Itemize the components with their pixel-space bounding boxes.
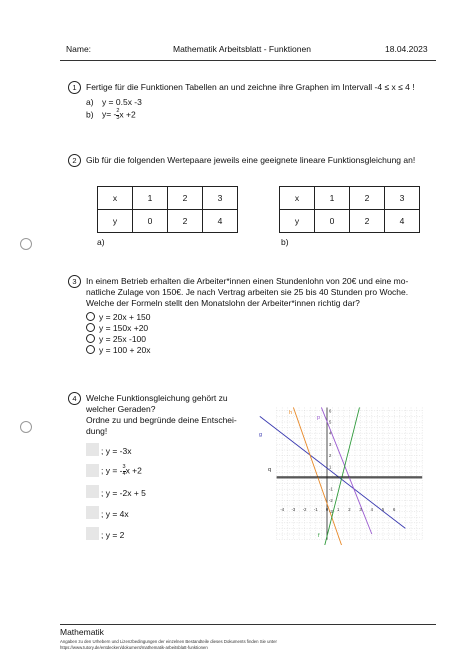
q4-number: 4 — [68, 392, 81, 405]
option-label: y = 20x + 150 — [99, 312, 151, 322]
value-table-b — [279, 186, 420, 233]
label-g: g — [259, 432, 263, 438]
x-tick-label: -4 — [280, 507, 285, 512]
label-h: h — [289, 410, 293, 416]
table-cell: 2 — [350, 210, 385, 233]
table-b-label: b) — [281, 237, 289, 247]
table-cell: 1 — [315, 187, 350, 210]
label-p: p — [317, 415, 321, 421]
q3-option-4[interactable] — [86, 345, 151, 355]
q1-b-den: 3 — [116, 114, 120, 121]
date: 18.04.2023 — [385, 44, 428, 54]
table-cell: 0 — [133, 210, 168, 233]
q1-b — [86, 109, 136, 121]
x-tick-label: -2 — [302, 507, 307, 512]
x-tick-label: 6 — [393, 507, 396, 512]
footer-license: Angaben zu den Urhebern und Lizenzbedingungen der einzelnen Bestandteile dieses Dokuments finden Sie unter — [60, 639, 277, 644]
value-table-a — [97, 186, 238, 233]
answer-2-den: 4 — [122, 470, 126, 477]
header-rule — [60, 60, 436, 61]
x-tick-label: 2 — [348, 507, 351, 512]
table-cell: 4 — [385, 210, 420, 233]
y-tick-label: 1 — [329, 464, 332, 470]
answer-2-post: x +2 — [125, 465, 142, 476]
answer-2-num: 3 — [122, 464, 126, 470]
q1-b-pre: y= - — [101, 109, 117, 120]
x-tick-label: 4 — [370, 507, 373, 512]
table-a-label: a) — [97, 237, 105, 247]
page-title: Mathematik Arbeitsblatt - Funktionen — [173, 44, 311, 54]
q2-text: Gib für die folgenden Wertepaare jeweils eine geeignete lineare Funktionsgleichung an! — [86, 155, 416, 165]
q1-a — [86, 97, 142, 109]
y-tick-label: 3 — [329, 441, 332, 447]
graph-axes — [277, 407, 423, 539]
label-q: q — [268, 467, 272, 473]
q3-option-3[interactable] — [86, 334, 146, 344]
answer-box-5[interactable] — [86, 527, 99, 540]
x-tick-label: 5 — [381, 507, 385, 512]
q1-b-num: 2 — [116, 108, 120, 114]
line-h — [293, 407, 341, 545]
q4-line-2: welcher Geraden? — [86, 404, 156, 414]
q3-line-2: natliche Zulage von 150€. Je nach Vertrag arbeiten sie 25 bis 40 Stunden pro Woche. — [86, 287, 409, 297]
table-a-y-label: y — [98, 210, 133, 233]
radio-circle[interactable] — [86, 345, 95, 354]
y-tick-label: 2 — [329, 453, 332, 459]
radio-circle[interactable] — [86, 312, 95, 321]
answer-2 — [101, 465, 142, 477]
y-tick-label: -1 — [329, 486, 333, 492]
footer-rule — [60, 624, 436, 625]
q4-line-4: dung! — [86, 426, 108, 436]
y-tick-label: 4 — [329, 430, 332, 436]
table-cell: 2 — [168, 210, 203, 233]
answer-4: ; y = 4x — [101, 509, 129, 519]
x-tick-label: -3 — [291, 507, 296, 512]
q4-line-3: Ordne zu und begründe deine Entschei- — [86, 415, 237, 425]
q3-line-1: In einem Betrieb erhalten die Arbeiter*innen einen Stundenlohn von 20€ und eine mo- — [86, 276, 409, 286]
q3-number: 3 — [68, 275, 81, 288]
table-b-y-label: y — [280, 210, 315, 233]
q3-line-3: Welche der Formeln stellt den Monatslohn der Arbeiter*innen richtig dar? — [86, 298, 360, 308]
punch-hole-bottom — [20, 421, 32, 433]
q1-b-label: b) — [86, 109, 94, 120]
answer-box-1[interactable] — [86, 443, 99, 456]
graph-line-labels — [259, 410, 320, 539]
table-cell: 2 — [350, 187, 385, 210]
table-cell: 4 — [203, 210, 238, 233]
answer-box-3[interactable] — [86, 485, 99, 498]
radio-circle[interactable] — [86, 323, 95, 332]
y-tick-label: 6 — [329, 408, 332, 414]
table-cell: 3 — [385, 187, 420, 210]
answer-3: ; y = -2x + 5 — [101, 488, 146, 498]
table-cell: 2 — [168, 187, 203, 210]
option-label: y = 100 + 20x — [99, 345, 151, 355]
x-tick-label: 0 — [325, 507, 329, 512]
q1-b-post: x +2 — [119, 109, 136, 120]
graph-grid — [277, 407, 423, 539]
table-cell: 0 — [315, 210, 350, 233]
y-tick-label: -3 — [329, 509, 333, 515]
table-a-x-label: x — [98, 187, 133, 210]
footer-url[interactable]: https://www.tutory.de/entdecken/dokument/mathematik-arbeitsblatt-funktionen — [60, 645, 208, 650]
coordinate-graph — [247, 405, 437, 545]
answer-1: ; y = -3x — [101, 446, 132, 456]
option-label: y = 25x -100 — [99, 334, 147, 344]
answer-2-pre: ; y = - — [101, 465, 123, 476]
answer-5: ; y = 2 — [101, 530, 125, 540]
x-tick-label: -1 — [313, 507, 318, 512]
table-cell: 3 — [203, 187, 238, 210]
q3-option-2[interactable] — [86, 323, 148, 333]
answer-box-4[interactable] — [86, 506, 99, 519]
y-tick-label: 5 — [329, 419, 332, 425]
footer-subject: Mathematik — [60, 627, 104, 637]
q1-number: 1 — [68, 81, 81, 94]
graph-lines — [260, 407, 422, 545]
line-p — [321, 407, 371, 534]
table-cell: 1 — [133, 187, 168, 210]
q2-number: 2 — [68, 154, 81, 167]
x-tick-label: 3 — [359, 507, 362, 512]
q3-option-1[interactable] — [86, 312, 151, 322]
q1-text: Fertige für die Funktionen Tabellen an und zeichne ihre Graphen im Intervall -4 ≤ x ≤ 4 ! — [86, 82, 415, 92]
answer-box-2[interactable] — [86, 464, 99, 477]
q4-line-1: Welche Funktionsgleichung gehört zu — [86, 393, 228, 403]
radio-circle[interactable] — [86, 334, 95, 343]
label-f: f — [318, 533, 320, 539]
table-b-x-label: x — [280, 187, 315, 210]
y-tick-label: -2 — [329, 497, 333, 503]
name-label: Name: — [66, 44, 92, 54]
x-tick-label: 1 — [337, 507, 340, 512]
q1-a-func: y = 0.5x -3 — [101, 97, 142, 107]
option-label: y = 150x +20 — [99, 323, 149, 333]
q1-a-label: a) — [86, 97, 94, 107]
punch-hole-top — [20, 238, 32, 250]
